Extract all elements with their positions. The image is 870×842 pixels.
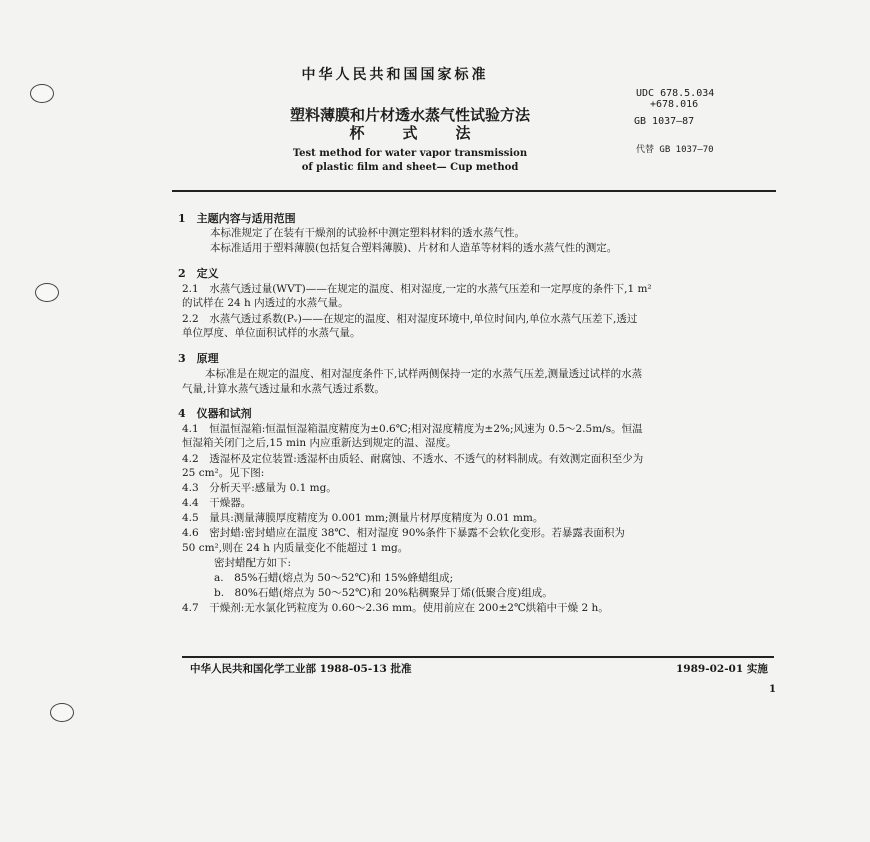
title-en-line-2: of plastic film and sheet— Cup method [301, 162, 519, 173]
section-1-heading: 1 主题内容与适用范围 [178, 212, 296, 225]
title-zh: 塑料薄膜和片材透水蒸气性试验方法 [289, 106, 530, 124]
header-rule [172, 190, 776, 192]
approval-date: 中华人民共和国化学工业部 1988-05-13 批准 [190, 663, 412, 675]
s3-line-a: 本标准是在规定的温度、相对湿度条件下,试样两侧保持一定的水蒸气压差,测量透过试样的水蒸 [205, 368, 643, 380]
s4-6-item-b: b. 80%石蜡(熔点为 50～52℃)和 20%粘稠聚异丁烯(低聚合度)组成。 [214, 587, 553, 599]
s4-2-line-a: 4.2 透湿杯及定位装置:透湿杯由质轻、耐腐蚀、不透水、不透气的材料制成。有效测定面积至少为 [182, 453, 644, 465]
standard-org-heading: 中华人民共和国国家标准 [301, 67, 489, 83]
s4-2-line-b: 25 cm²。见下图: [182, 467, 265, 479]
s4-7-line: 4.7 干燥剂:无水氯化钙粒度为 0.60～2.36 mm。使用前应在 200±2℃烘箱中干燥 2 h。 [182, 602, 609, 614]
page-number: 1 [769, 684, 776, 695]
punch-hole-bottom [50, 703, 74, 722]
s4-6-item-a: a. 85%石蜡(熔点为 50～52℃)和 15%蜂蜡组成; [214, 572, 454, 584]
s4-3-line: 4.3 分析天平:感量为 0.1 mg。 [182, 482, 337, 494]
footer-rule [182, 656, 774, 658]
s4-6-line-c: 密封蜡配方如下: [214, 557, 292, 569]
title-zh-method: 杯式法 [349, 124, 509, 142]
section-2-heading: 2 定义 [178, 267, 219, 280]
s1-paragraph-2: 本标准适用于塑料薄膜(包括复合塑料薄膜)、片材和人造革等材料的透水蒸气性的测定。 [210, 242, 618, 254]
section-3-heading: 3 原理 [178, 352, 219, 365]
gb-code: GB 1037—87 [634, 116, 695, 127]
s4-1-line-b: 恒湿箱关闭门之后,15 min 内应重新达到规定的温、湿度。 [182, 437, 457, 449]
udc-code [636, 88, 714, 110]
punch-hole-top [30, 84, 54, 103]
udc-line-2: +678.016 [650, 99, 699, 110]
s3-line-b: 气量,计算水蒸气透过量和水蒸气透过系数。 [182, 383, 385, 395]
section-4-heading: 4 仪器和试剂 [178, 407, 252, 420]
s4-6-line-a: 4.6 密封蜡:密封蜡应在温度 38℃、相对湿度 90%条件下暴露不会软化变形。若暴露表面积为 [182, 527, 625, 539]
s2-1-line-a: 2.1 水蒸气透过量(WVT)——在规定的温度、相对湿度,一定的水蒸气压差和一定厚度的条件下,1 m² [182, 283, 652, 295]
s1-paragraph-1: 本标准规定了在装有干燥剂的试验杯中测定塑料材料的透水蒸气性。 [210, 227, 525, 239]
s2-2-line-b: 单位厚度、单位面积试样的水蒸气量。 [182, 327, 361, 339]
s2-1-line-b: 的试样在 24 h 内透过的水蒸气量。 [182, 297, 349, 309]
s4-6-line-b: 50 cm²,则在 24 h 内质量变化不能超过 1 mg。 [182, 542, 409, 554]
s4-5-line: 4.5 量具:测量薄膜厚度精度为 0.001 mm;测量片材厚度精度为 0.01 mm。 [182, 512, 544, 524]
effective-date: 1989-02-01 实施 [676, 663, 768, 675]
s4-4-line: 4.4 干燥器。 [182, 497, 252, 509]
title-en-line-1: Test method for water vapor transmission [292, 148, 528, 159]
punch-hole-middle [35, 283, 59, 302]
udc-line-1: UDC 678.5.034 [636, 88, 715, 99]
replaces-code: 代替 GB 1037—70 [636, 145, 714, 155]
s4-1-line-a: 4.1 恒温恒湿箱:恒温恒湿箱温度精度为±0.6℃;相对湿度精度为±2%;风速为 0.5～2.5m/s。恒温 [182, 423, 643, 435]
s2-2-line-a: 2.2 水蒸气透过系数(Pᵥ)——在规定的温度、相对湿度环境中,单位时间内,单位水蒸气压差下,透过 [182, 313, 638, 325]
